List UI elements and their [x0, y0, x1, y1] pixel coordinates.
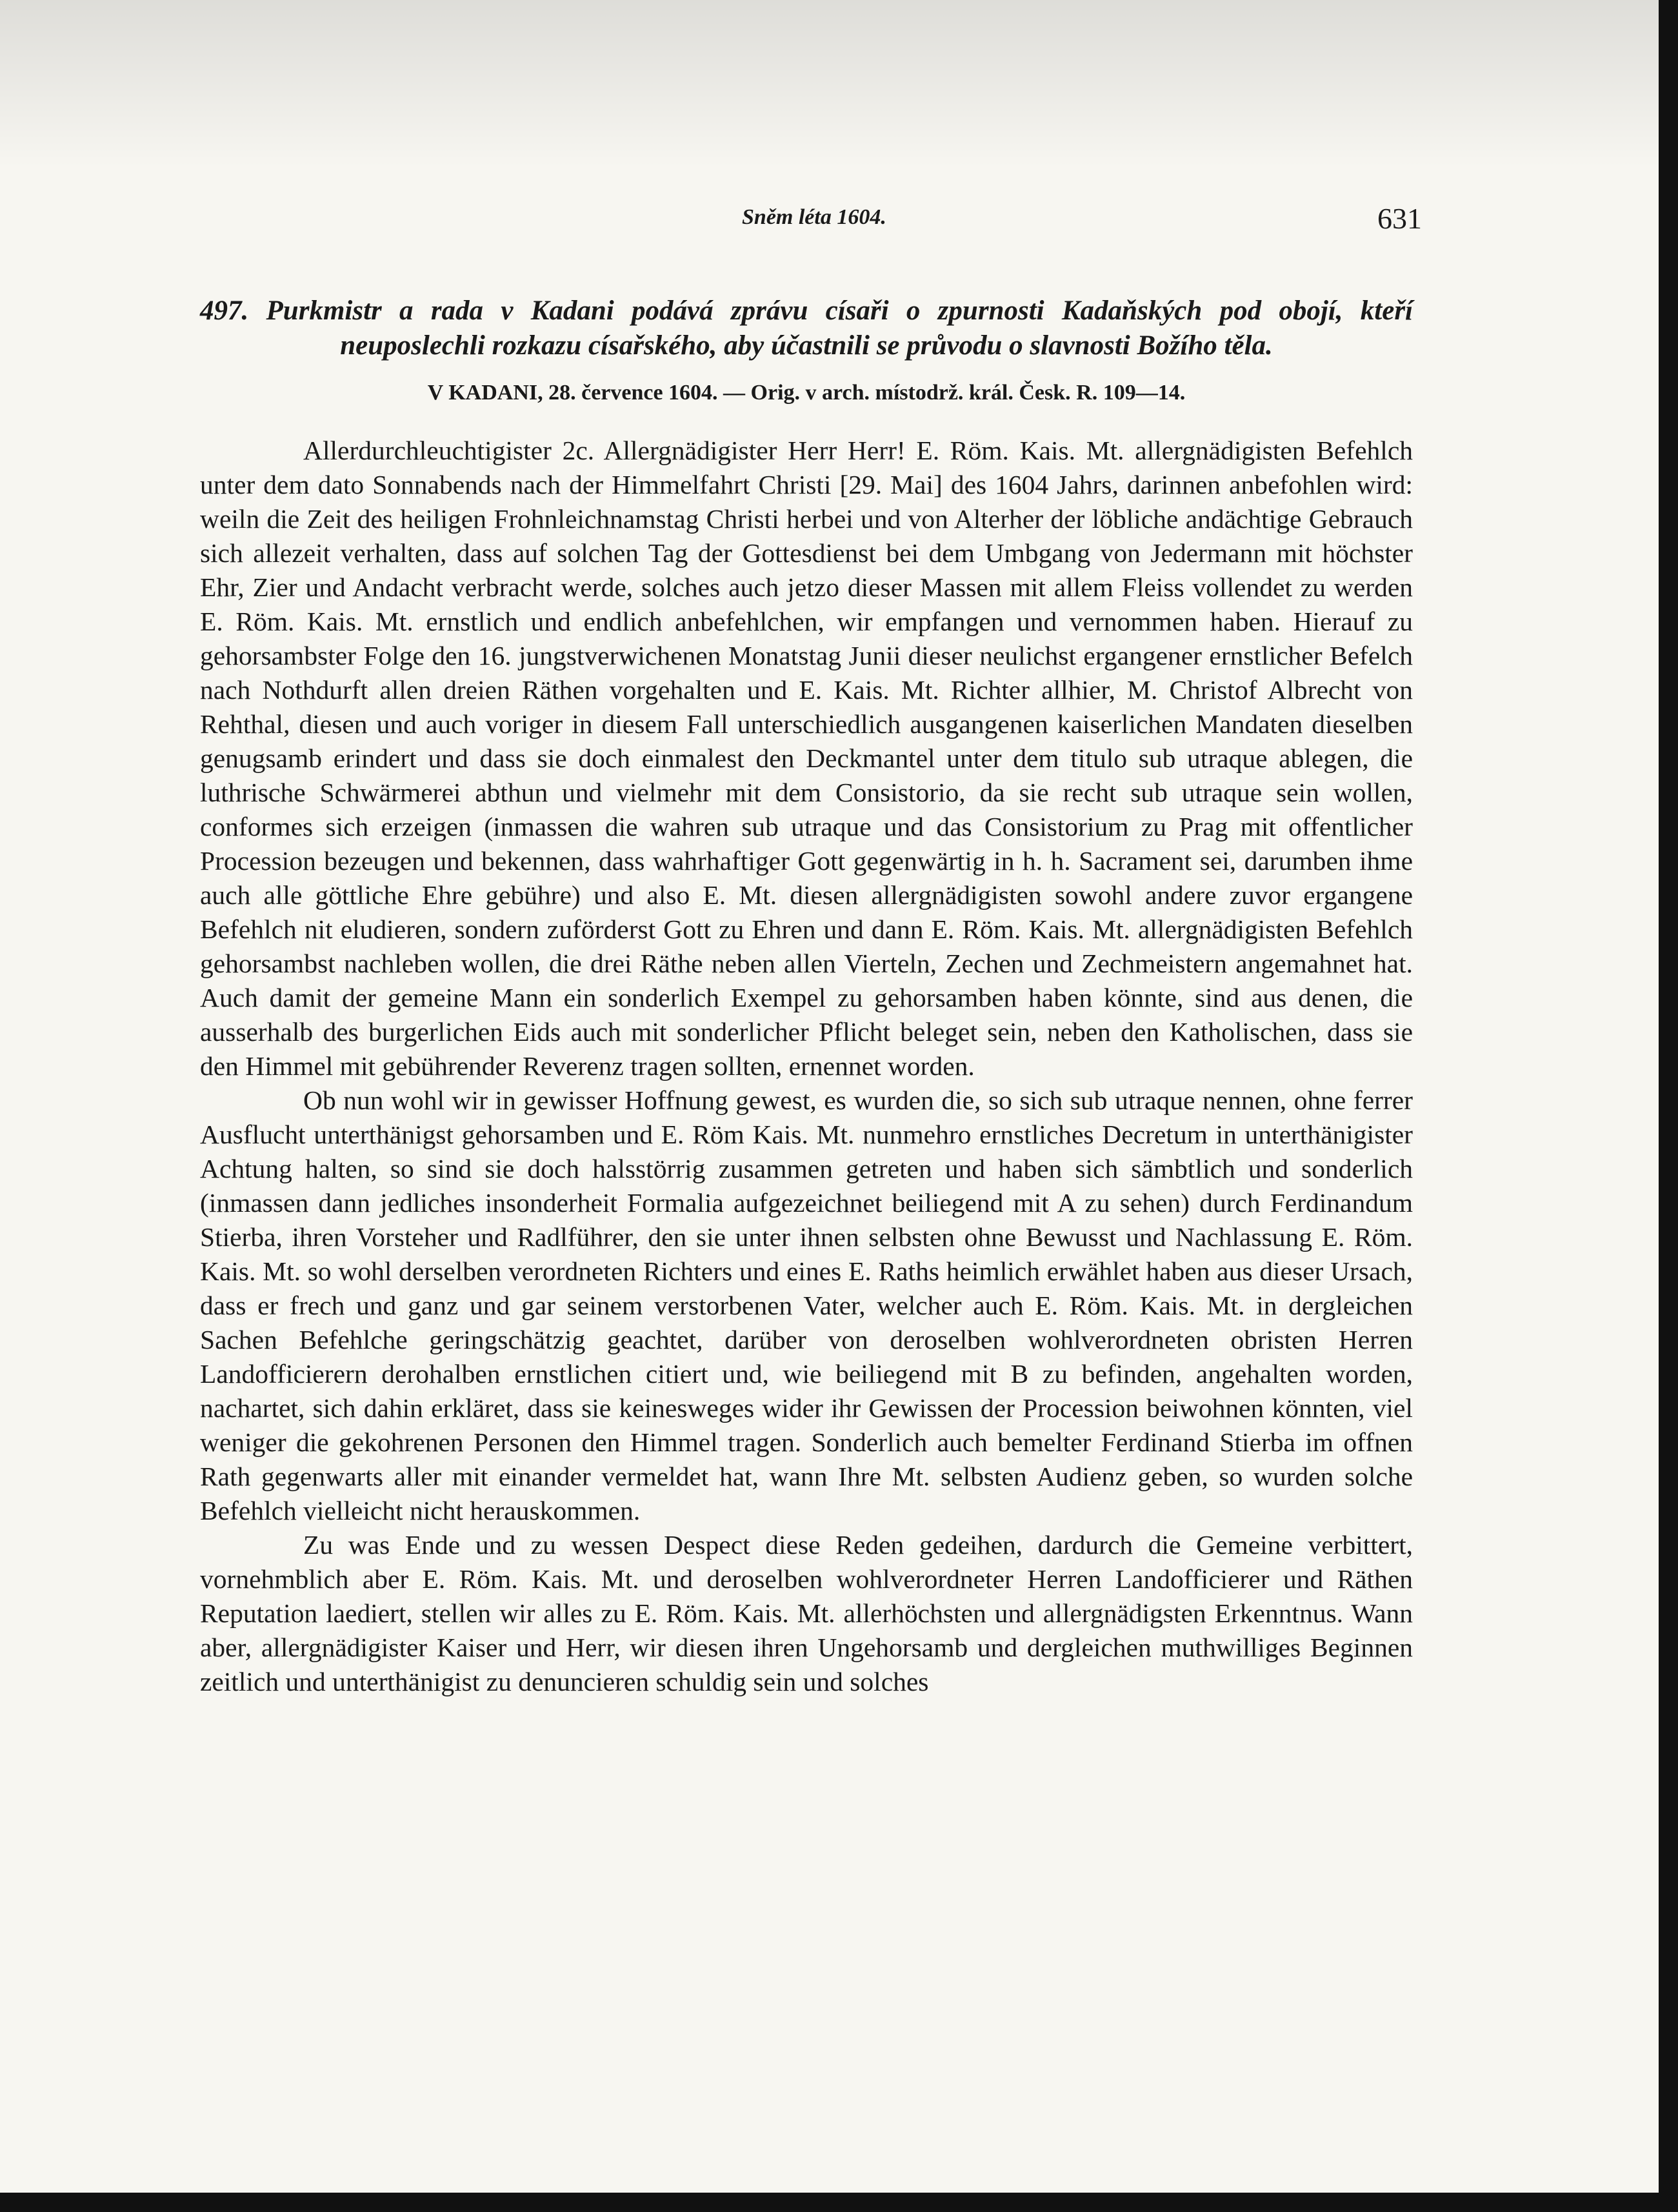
document-heading: 497. Purkmistr a rada v Kadani podává zprávu císaři o zpurnosti Kadaňských pod obojí, kteří neuposlechli rozkazu císařského, aby účastnili se průvodu o slavnosti Božího těla. [200, 296, 1413, 361]
paragraph: Zu was Ende und zu wessen Despect diese Reden gedeihen, dardurch die Gemeine verbittert, vornehmblich aber E. Röm. Kais. Mt. und deroselben wohlverordneter Herren Landofficierer und Räthen Reputation laediert, stellen wir alles zu E. Röm. Kais. Mt. allerhöchsten und allergnädigsten Erkenntnus. Wann aber, allergnädigister Kaiser und Herr, wir diesen ihren Ungehorsamb und dergleichen muthwilliges Beginnen zeitlich und unterthänigist zu denuncieren schuldig sein und solches [200, 1530, 1413, 1696]
paragraph: Allerdurchleuchtigister 2c. Allergnädigister Herr Herr! E. Röm. Kais. Mt. allergnädigisten Befehlch unter dem dato Sonnabends nach der Himmelfahrt Christi [29. Mai] des 1604 Jahrs, darinnen anbefohlen wird: weiln die Zeit des heiligen Frohnleichnamstag Christi herbei und von Alterher der löbliche andächtige Gebrauch sich allezeit verhalten, dass auf solchen Tag der Gottesdienst bei dem Umbgang von Jedermann mit höchster Ehr, Zier und Andacht verbracht werde, solches auch jetzo dieser Massen mit allem Fleiss vollendet zu werden E. Röm. Kais. Mt. ernstlich und endlich anbefehlchen, wir empfangen und vernommen haben. Hierauf zu gehorsambster Folge den 16. jungstverwichenen Monatstag Junii dieser neulichst ergangener ernstlicher Befelch nach Nothdurft allen dreien Räthen vorgehalten und E. Kais. Mt. Richter allhier, M. Christof Albrecht von Rehthal, diesen und auch voriger in diesem Fall unterschiedlich ausgangenen kaiserlichen Mandaten dieselben genugsamb erindert und dass sie doch einmalest den Deckmantel unter dem titulo sub utraque ablegen, die luthrische Schwärmerei abthun und vielmehr mit dem Consistorio, da sie recht sub utraque sein wollen, conformes sich erzeigen (inmassen die wahren sub utraque und das Consistorium zu Prag mit offentlicher Procession bezeugen und bekennen, dass wahrhaftiger Gott gegenwärtig in h. h. Sacrament sei, darumben ihme auch alle göttliche Ehre gebühre) und also E. Mt. diesen allergnädigisten sowohl andere zuvor ergangene Befehlch nit eludieren, sondern zuförderst Gott zu Ehren und dann E. Röm. Kais. Mt. allergnädigisten Befehlch gehorsambst nachleben wollen, die drei Räthe neben allen Vierteln, Zechen und Zechmeistern angemahnet hat. Auch damit der gemeine Mann ein sonderlich Exempel zu gehorsamben haben könnte, sind aus denen, die ausserhalb des burgerlichen Eids auch mit sonderlicher Pflicht beleget sein, neben den Katholischen, dass sie den Himmel mit gebührender Reverenz tragen sollten, ernennet worden. [200, 436, 1413, 1081]
paragraph: Ob nun wohl wir in gewisser Hoffnung gewest, es wurden die, so sich sub utraque nennen, ohne ferrer Ausflucht unterthänigst gehorsamben und E. Röm Kais. Mt. nunmehro ernstliches Decretum in unterthänigister Achtung halten, so sind sie doch halsstörrig zusammen getreten und haben sich sämbtlich und sonderlich (inmassen dann jedliches insonderheit Formalia aufgezeichnet beiliegend mit A zu sehen) durch Ferdinandum Stierba, ihren Vorsteher und Radlführer, den sie unter ihnen selbsten ohne Bewusst und Nachlassung E. Röm. Kais. Mt. so wohl derselben verordneten Richters und eines E. Raths heimlich erwählet haben aus dieser Ursach, dass er frech und ganz und gar seinem verstorbenen Vater, welcher auch E. Röm. Kais. Mt. in dergleichen Sachen Befehlche geringschätzig geachtet, darüber von deroselben wohlverordneten obristen Herren Landofficierern derohalben ernstlichen citiert und, wie beiliegend mit B zu befinden, angehalten worden, nachartet, sich dahin erkläret, dass sie keinesweges wider ihr Gewissen der Procession beiwohnen könnten, viel weniger die gekohrenen Personen den Himmel tragen. Sonderlich auch bemelter Ferdinand Stierba im offnen Rath gegenwarts aller mit einander vermeldet hat, wann Ihre Mt. selbsten Audienz geben, so wurden solche Befehlch vielleicht nicht herauskommen. [200, 1085, 1413, 1525]
scan-border-bottom [0, 2193, 1678, 2212]
document-source-line: V KADANI, 28. července 1604. — Orig. v arch. místodrž. král. Česk. R. 109—14. [427, 381, 1186, 405]
running-header: Sněm léta 1604. [742, 205, 886, 229]
scan-shading [0, 0, 1678, 168]
document-body [200, 434, 1413, 1699]
scan-border-right [1659, 0, 1678, 2212]
page-number: 631 [1377, 202, 1422, 235]
